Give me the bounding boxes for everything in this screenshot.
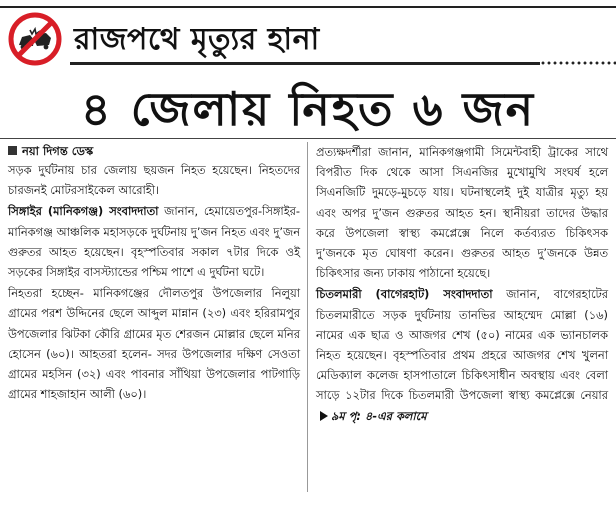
paragraph-singair-text: জানান, হেমায়েতপুর-সিঙ্গাইর-মানিকগঞ্জ আঞ্চলিক মহাসড়কে দুর্ঘটনায় দু’জন নিহত এবং দু’জন গুরুতর আহত হয়েছেন। বৃহস্পতিবার সকাল ৭টার দিকে ওই সড়কের সিঙ্গাইর বাসস্ট্যান্ডের পশ্চিম পাশে এ দুর্ঘটনা ঘটে।: [8, 204, 300, 280]
continued-note: [320, 409, 427, 423]
paragraph-chitalmari-text: জানান, বাগেরহাটের চিতলমারীতে সড়ক দুর্ঘটনায় তানভির আহম্মেদ মোল্লা (১৬) নামের এক ছাত্র ও আজগর শেখ (৫০) নামের এক ভ্যানচালক নিহত হয়েছেন। বৃহস্পতিবার প্রথম প্রহরে আজগর শেখ খুলনা মেডিক্যাল কলেজ হাসপাতালে চিকিৎসাধীন অবস্থায় এবং বেলা সাড়ে ১২টার দিকে চিতলমারী উপজেলা স্বাস্থ্য কমপ্লেক্সে নেয়ার: [316, 287, 608, 403]
paragraph-singair: [8, 201, 300, 282]
kicker-band: [0, 8, 616, 70]
section-kicker: রাজপথে মৃত্যুর হানা: [74, 22, 320, 57]
paragraph-intro: সড়ক দুর্ঘটনায় চার জেলায় ছয়জন নিহত হয়েছেন। নিহতদের চারজনই মোটরসাইকেল আরোহী।: [8, 163, 300, 198]
bullet-square-icon: [8, 146, 17, 155]
no-accident-road-sign-icon: [8, 12, 62, 66]
article-column-right: [316, 142, 608, 427]
arrow-right-icon: [320, 411, 328, 421]
paragraph-chitalmari: [316, 284, 608, 425]
dateline-singair: সিঙ্গাইর (মানিকগঞ্জ) সংবাদদাতা: [8, 204, 159, 219]
article-column-left: [8, 160, 300, 405]
byline-text: নয়া দিগন্ত ডেস্ক: [22, 144, 94, 158]
kicker-dot-rule: [540, 60, 616, 67]
byline: [8, 142, 93, 160]
paragraph-victims: নিহতরা হচ্ছেন- মানিকগঞ্জের দৌলতপুর উপজেলার নিলুয়া গ্রামের পরশ উদ্দিনের ছেলে আব্দুল মান্নান (২৩) এবং হরিরামপুর উপজেলার ঝিটকা কৌরি গ্রামের মৃত শেরজন মোল্লার ছেলে মনির হোসেন (৬০)। আহতরা হলেন- সদর উপজেলার দক্ষিণ সেওতা গ্রামের মহসিন (৩২) এবং পাবনার সাঁথিয়া উপজেলার পাটগাড়ি গ্রামের শাহজাহান আলী (৬০)।: [8, 286, 300, 402]
dateline-chitalmari: চিতলমারী (বাগেরহাট) সংবাদদাতা: [316, 287, 493, 302]
kicker-underline: [70, 62, 540, 65]
paragraph-eyewitness: প্রত্যক্ষদর্শীরা জানান, মানিকগঞ্জগামী সিমেন্টবাহী ট্রাকের সাথে বিপরীত দিক থেকে আসা সিএনজির মুখোমুখি সংঘর্ষ হলে সিএনজিটি দুমড়ে-মুচড়ে যায়। ঘটনাস্থলেই দুই যাত্রীর মৃত্যু হয় এবং অপর দু’জন গুরুতর আহত হন। স্থানীয়রা তাদের উদ্ধার করে উপজেলা স্বাস্থ্য কমপ্লেক্সে নিলে কর্তব্যরত চিকিৎসক দু’জনকে মৃত ঘোষণা করেন। গুরুতর আহত দু’জনকে উন্নত চিকিৎসার জন্য ঢাকায় পাঠানো হয়েছে।: [316, 145, 608, 281]
headline-rule: [0, 138, 616, 139]
column-divider: [307, 142, 308, 492]
continued-note-text: ৯ম পৃ: ৪-এর কলামে: [331, 408, 427, 423]
headline: ৪ জেলায় নিহত ৬ জন: [80, 82, 536, 136]
